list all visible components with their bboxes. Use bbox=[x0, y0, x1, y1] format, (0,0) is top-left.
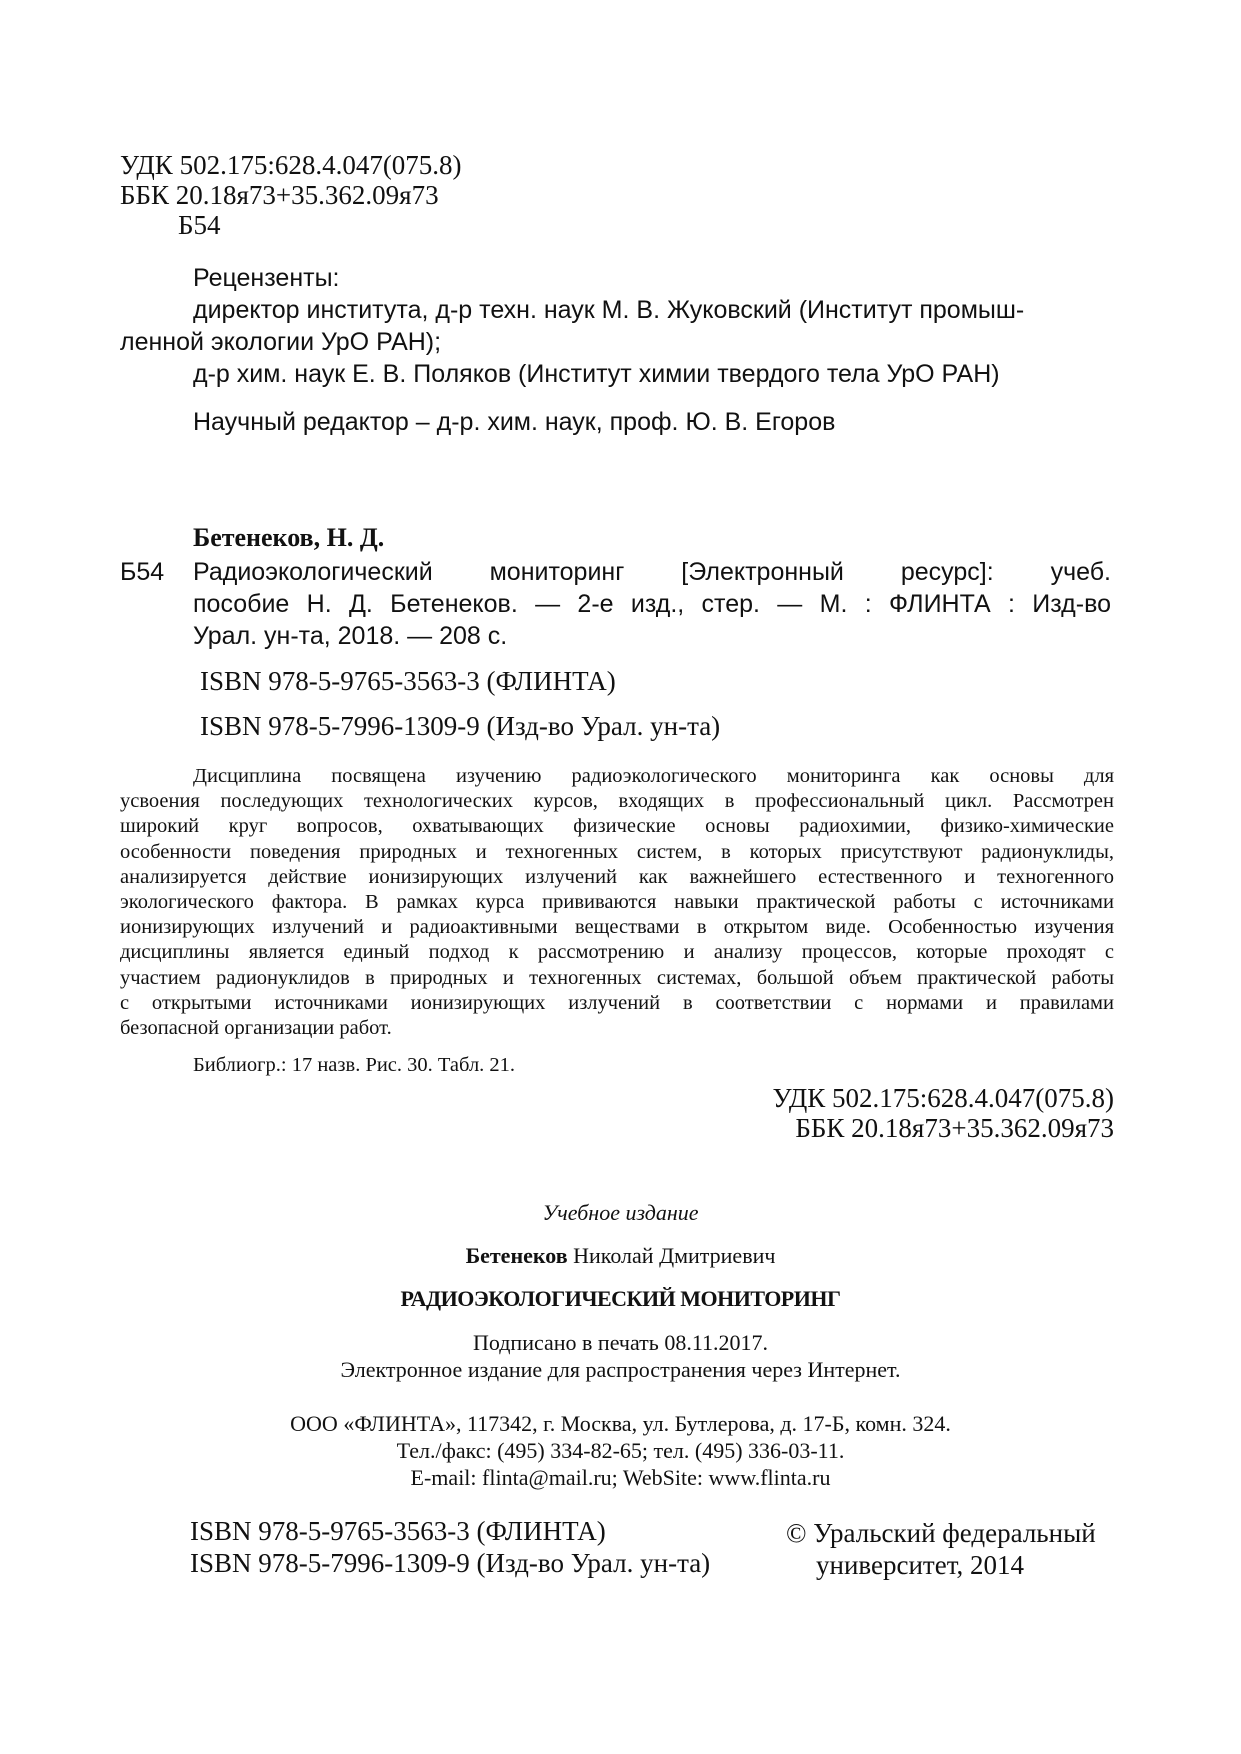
copyright-line-2: университет, 2014 bbox=[816, 1550, 1024, 1580]
signed-date: Подписано в печать 08.11.2017. bbox=[472, 1330, 769, 1355]
biblio-line-3: Урал. ун-та, 2018. — 208 с. bbox=[193, 622, 508, 650]
abstract bbox=[120, 764, 1114, 1041]
author-mark: Б54 bbox=[178, 210, 221, 240]
bibliography-count: Библиогр.: 17 назв. Рис. 30. Табл. 21. bbox=[193, 1054, 516, 1076]
publisher-phone: Тел./факс: (495) 334-82-65; тел. (495) 336-03-11. bbox=[396, 1438, 845, 1463]
abstract-line: безопасной организации работ. bbox=[120, 1017, 392, 1040]
biblio-line-1: Радиоэкологический мониторинг [Электронный ресурс]: учеб. bbox=[193, 558, 1111, 586]
reviewer-1-line-2: ленной экологии УрО РАН); bbox=[120, 328, 442, 356]
electronic-edition-note: Электронное издание для распространения через Интернет. bbox=[340, 1357, 901, 1382]
abstract-line: анализируется действие ионизирующих излучений как важнейшего естественного и техногенного bbox=[120, 865, 1114, 888]
edition-type: Учебное издание bbox=[542, 1200, 699, 1225]
bbk-code: ББК 20.18я73+35.362.09я73 bbox=[120, 180, 439, 210]
biblio-author: Бетенеков, Н. Д. bbox=[193, 523, 385, 552]
abstract-line: экологического фактора. В рамках курса прививаются навыки практической работы с источниками bbox=[120, 891, 1114, 914]
reviewers-title: Рецензенты: bbox=[193, 264, 340, 292]
biblio-description bbox=[193, 556, 1111, 652]
biblio-mark: Б54 bbox=[120, 558, 165, 586]
abstract-line: усвоения последующих технологических курсов, входящих в профессиональный цикл. Рассмотрен bbox=[120, 790, 1114, 813]
biblio-line-2: пособие Н. Д. Бетенеков. — 2-е изд., стер. — М. : ФЛИНТА : Изд-во bbox=[193, 590, 1111, 618]
footer-isbn-1: ISBN 978-5-9765-3563-3 (ФЛИНТА) bbox=[190, 1516, 606, 1546]
abstract-line: широкий круг вопросов, охватывающих физические основы радиохимии, физико-химические bbox=[120, 815, 1114, 838]
scientific-editor: Научный редактор – д-р. хим. наук, проф. Ю. В. Егоров bbox=[193, 408, 836, 436]
reviewer-2: д-р хим. наук Е. В. Поляков (Институт химии твердого тела УрО РАН) bbox=[193, 360, 1000, 388]
publisher-email: E-mail: flinta@mail.ru; WebSite: www.flinta.ru bbox=[410, 1465, 831, 1490]
copyright-line-1: © Уральский федеральный bbox=[786, 1518, 1096, 1548]
abstract-line: ионизирующих излучений и радиоактивными веществами в открытом виде. Особенностью изучения bbox=[120, 916, 1114, 939]
imprint-author-name: Николай Дмитриевич bbox=[567, 1243, 776, 1268]
imprint-author-surname: Бетенеков bbox=[465, 1243, 568, 1268]
abstract-line: дисциплины является единый подход к рассмотрению и анализу процессов, которые проходят с bbox=[120, 941, 1114, 964]
imprint-author bbox=[0, 1243, 1241, 1269]
publisher-address: ООО «ФЛИНТА», 117342, г. Москва, ул. Бутлерова, д. 17-Б, комн. 324. bbox=[290, 1411, 951, 1436]
footer-isbn-2: ISBN 978-5-7996-1309-9 (Изд-во Урал. ун-та) bbox=[190, 1548, 711, 1578]
bbk-code-right: ББК 20.18я73+35.362.09я73 bbox=[795, 1113, 1114, 1143]
abstract-line: участием радионуклидов в природных и техногенных системах, большой объем практической работы bbox=[120, 966, 1114, 989]
biblio-isbn-2: ISBN 978-5-7996-1309-9 (Изд-во Урал. ун-та) bbox=[200, 711, 721, 741]
abstract-line: с открытыми источниками ионизирующих излучений в соответствии с нормами и правилами bbox=[120, 991, 1114, 1014]
reviewer-1-line-1: директор института, д-р техн. наук М. В. Жуковский (Институт промыш- bbox=[193, 296, 1025, 324]
biblio-isbn-1: ISBN 978-5-9765-3563-3 (ФЛИНТА) bbox=[200, 666, 616, 696]
udk-code: УДК 502.175:628.4.047(075.8) bbox=[120, 150, 462, 180]
udk-code-right: УДК 502.175:628.4.047(075.8) bbox=[772, 1083, 1114, 1113]
abstract-line: особенности поведения природных и техногенных систем, в которых присутствуют радионуклиды, bbox=[120, 840, 1114, 863]
imprint-title: РАДИОЭКОЛОГИЧЕСКИЙ МОНИТОРИНГ bbox=[400, 1286, 841, 1311]
abstract-line: Дисциплина посвящена изучению радиоэкологического мониторинга как основы для bbox=[193, 765, 1114, 787]
